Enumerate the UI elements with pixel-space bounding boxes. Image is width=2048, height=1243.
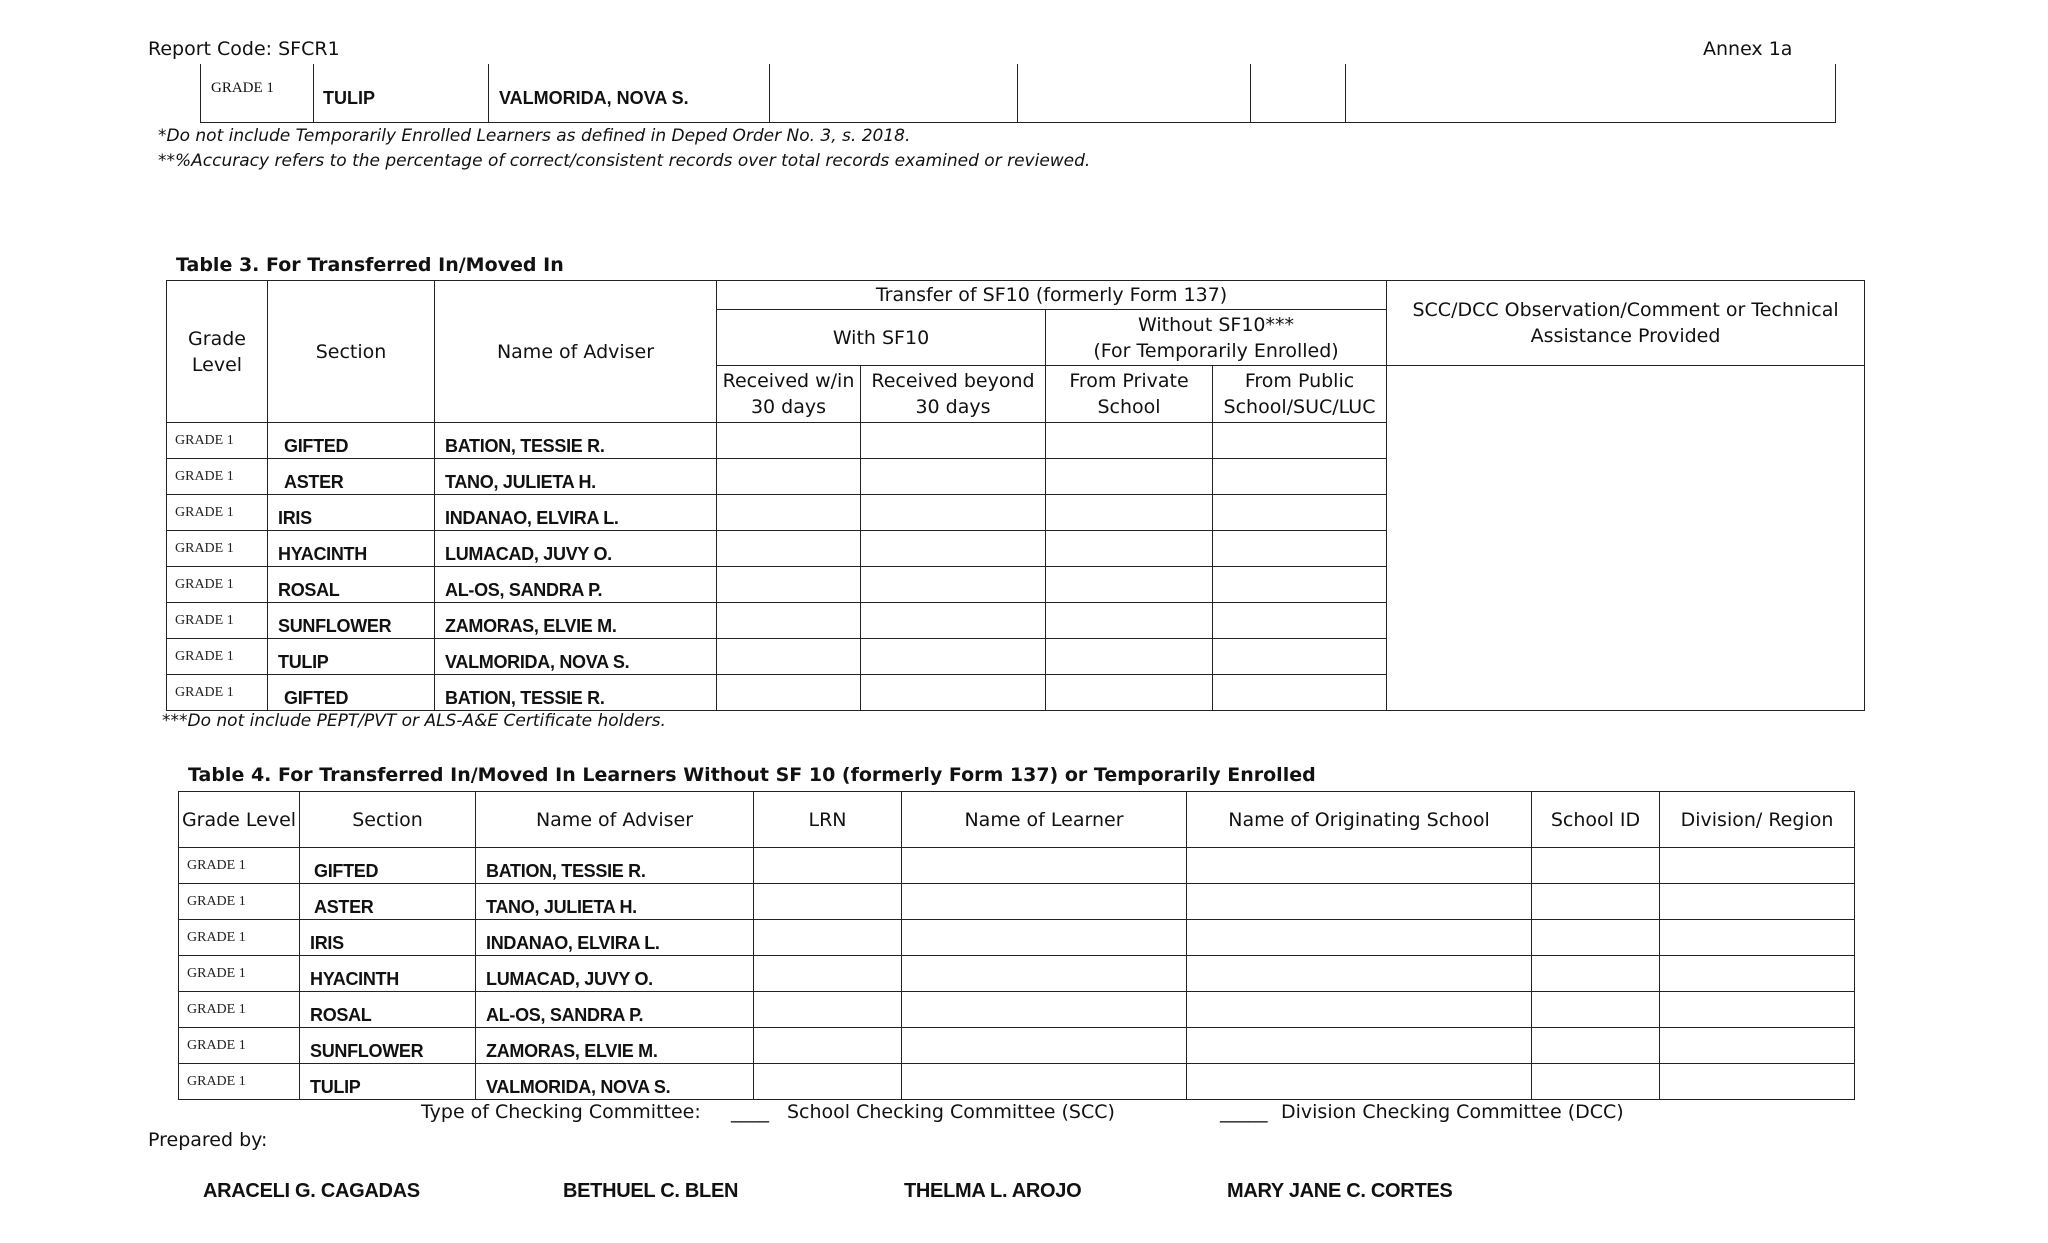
committee-blank-dcc[interactable]: _____ bbox=[1220, 1101, 1268, 1123]
adviser-cell: LUMACAD, JUVY O. bbox=[435, 531, 717, 567]
committee-scc: School Checking Committee (SCC) bbox=[787, 1101, 1115, 1123]
empty-cell bbox=[1046, 567, 1213, 603]
t4-header-adviser: Name of Adviser bbox=[476, 792, 754, 848]
grade-cell: GRADE 1 bbox=[179, 956, 300, 992]
empty-cell bbox=[1187, 848, 1532, 884]
grade-cell: GRADE 1 bbox=[167, 495, 268, 531]
adviser-cell: ZAMORAS, ELVIE M. bbox=[476, 1028, 754, 1064]
section-cell: GIFTED bbox=[300, 848, 476, 884]
report-code: Report Code: SFCR1 bbox=[148, 38, 340, 60]
t3-header-public: From Public School/SUC/LUC bbox=[1213, 366, 1387, 423]
empty-cell bbox=[1187, 884, 1532, 920]
empty-cell bbox=[1532, 956, 1660, 992]
committee-blank-scc[interactable]: ____ bbox=[731, 1101, 769, 1123]
grade-cell: GRADE 1 bbox=[167, 459, 268, 495]
adviser-cell: AL-OS, SANDRA P. bbox=[476, 992, 754, 1028]
grade-cell: GRADE 1 bbox=[179, 1064, 300, 1100]
grade-cell: GRADE 1 bbox=[167, 603, 268, 639]
t3-header-transfer: Transfer of SF10 (formerly Form 137) bbox=[717, 281, 1387, 310]
adviser-cell: LUMACAD, JUVY O. bbox=[476, 956, 754, 992]
t4-header-lrn: LRN bbox=[754, 792, 902, 848]
t4-header-division: Division/ Region bbox=[1660, 792, 1855, 848]
empty-cell bbox=[1660, 848, 1855, 884]
empty-cell bbox=[717, 603, 861, 639]
empty-cell bbox=[1660, 1028, 1855, 1064]
empty-cell bbox=[1532, 884, 1660, 920]
empty-cell bbox=[754, 992, 902, 1028]
table-row bbox=[179, 848, 1855, 884]
top-adviser: VALMORIDA, NOVA S. bbox=[499, 88, 689, 108]
adviser-cell: VALMORIDA, NOVA S. bbox=[476, 1064, 754, 1100]
empty-cell bbox=[861, 675, 1046, 711]
top-row-fragment bbox=[200, 64, 1836, 123]
table-row bbox=[179, 992, 1855, 1028]
grade-cell: GRADE 1 bbox=[179, 884, 300, 920]
footnote-3: ***Do not include PEPT/PVT or ALS-A&E Certificate holders. bbox=[162, 711, 666, 731]
empty-cell bbox=[1660, 920, 1855, 956]
committee-dcc: Division Checking Committee (DCC) bbox=[1281, 1101, 1624, 1123]
section-cell: GIFTED bbox=[268, 675, 435, 711]
empty-cell bbox=[1046, 459, 1213, 495]
adviser-cell: BATION, TESSIE R. bbox=[435, 675, 717, 711]
section-cell: IRIS bbox=[268, 495, 435, 531]
grade-cell: GRADE 1 bbox=[167, 675, 268, 711]
empty-cell bbox=[861, 603, 1046, 639]
empty-cell bbox=[861, 531, 1046, 567]
empty-cell bbox=[1213, 639, 1387, 675]
section-cell: ROSAL bbox=[268, 567, 435, 603]
adviser-cell: BATION, TESSIE R. bbox=[435, 423, 717, 459]
empty-cell bbox=[1187, 1028, 1532, 1064]
t3-header-with: With SF10 bbox=[717, 310, 1046, 366]
t3-header-recv30: Received w/in 30 days bbox=[717, 366, 861, 423]
t3-header-recvbeyond: Received beyond 30 days bbox=[861, 366, 1046, 423]
empty-cell bbox=[1046, 639, 1213, 675]
empty-cell bbox=[1187, 956, 1532, 992]
section-cell: GIFTED bbox=[268, 423, 435, 459]
empty-cell bbox=[1187, 1064, 1532, 1100]
annex-label: Annex 1a bbox=[1703, 38, 1793, 60]
empty-cell bbox=[902, 1064, 1187, 1100]
footnote-1: *Do not include Temporarily Enrolled Learners as defined in Deped Order No. 3, s. 2018. bbox=[158, 126, 911, 146]
section-cell: ASTER bbox=[268, 459, 435, 495]
empty-cell bbox=[861, 495, 1046, 531]
empty-cell bbox=[1532, 848, 1660, 884]
empty-cell bbox=[1213, 675, 1387, 711]
section-cell: HYACINTH bbox=[300, 956, 476, 992]
empty-cell bbox=[861, 423, 1046, 459]
signatory-name: THELMA L. AROJO bbox=[904, 1180, 1082, 1202]
adviser-cell: BATION, TESSIE R. bbox=[476, 848, 754, 884]
table-row bbox=[179, 920, 1855, 956]
empty-cell bbox=[902, 1028, 1187, 1064]
empty-cell bbox=[1046, 675, 1213, 711]
grade-cell: GRADE 1 bbox=[167, 423, 268, 459]
committee-label: Type of Checking Committee: bbox=[421, 1101, 701, 1123]
section-cell: IRIS bbox=[300, 920, 476, 956]
empty-cell bbox=[1213, 459, 1387, 495]
empty-cell bbox=[1532, 920, 1660, 956]
signatory-name: ARACELI G. CAGADAS bbox=[203, 1180, 420, 1202]
t4-header-section: Section bbox=[300, 792, 476, 848]
empty-cell bbox=[1532, 1028, 1660, 1064]
empty-cell bbox=[1660, 884, 1855, 920]
empty-cell bbox=[754, 920, 902, 956]
t3-header-private: From Private School bbox=[1046, 366, 1213, 423]
section-cell: TULIP bbox=[300, 1064, 476, 1100]
empty-cell bbox=[717, 639, 861, 675]
empty-cell bbox=[1046, 531, 1213, 567]
empty-cell bbox=[902, 884, 1187, 920]
table-row bbox=[179, 1064, 1855, 1100]
t3-header-without-main: Without SF10*** bbox=[1138, 313, 1294, 336]
empty-cell bbox=[1046, 495, 1213, 531]
empty-cell bbox=[1213, 531, 1387, 567]
top-section: TULIP bbox=[323, 88, 375, 108]
empty-cell bbox=[717, 495, 861, 531]
t4-header-schoolid: School ID bbox=[1532, 792, 1660, 848]
section-cell: TULIP bbox=[268, 639, 435, 675]
empty-cell bbox=[902, 848, 1187, 884]
grade-cell: GRADE 1 bbox=[179, 992, 300, 1028]
table-row bbox=[179, 956, 1855, 992]
t3-header-section: Section bbox=[268, 281, 435, 423]
section-cell: HYACINTH bbox=[268, 531, 435, 567]
empty-cell bbox=[717, 459, 861, 495]
empty-cell bbox=[754, 1064, 902, 1100]
empty-cell bbox=[717, 423, 861, 459]
adviser-cell: TANO, JULIETA H. bbox=[435, 459, 717, 495]
adviser-cell: AL-OS, SANDRA P. bbox=[435, 567, 717, 603]
table4-title: Table 4. For Transferred In/Moved In Learners Without SF 10 (formerly Form 137) or Temporarily Enrolled bbox=[188, 764, 1316, 786]
grade-cell: GRADE 1 bbox=[179, 1028, 300, 1064]
grade-cell: GRADE 1 bbox=[179, 848, 300, 884]
empty-cell bbox=[1187, 992, 1532, 1028]
table-row bbox=[179, 1028, 1855, 1064]
empty-cell bbox=[1660, 992, 1855, 1028]
empty-cell bbox=[1660, 1064, 1855, 1100]
t3-header-without bbox=[1046, 310, 1387, 366]
table3 bbox=[166, 280, 1865, 711]
t4-header-grade: Grade Level bbox=[179, 792, 300, 848]
adviser-cell: INDANAO, ELVIRA L. bbox=[476, 920, 754, 956]
top-grade: GRADE 1 bbox=[211, 80, 274, 96]
grade-cell: GRADE 1 bbox=[167, 531, 268, 567]
adviser-cell: ZAMORAS, ELVIE M. bbox=[435, 603, 717, 639]
table4 bbox=[178, 791, 1855, 1100]
adviser-cell: TANO, JULIETA H. bbox=[476, 884, 754, 920]
empty-cell bbox=[1187, 920, 1532, 956]
t3-header-adviser: Name of Adviser bbox=[435, 281, 717, 423]
section-cell: ASTER bbox=[300, 884, 476, 920]
empty-cell bbox=[1213, 495, 1387, 531]
t3-header-grade: Grade Level bbox=[167, 281, 268, 423]
empty-cell bbox=[1213, 423, 1387, 459]
empty-cell bbox=[1213, 603, 1387, 639]
t3-header-scc: SCC/DCC Observation/Comment or Technical Assistance Provided bbox=[1387, 281, 1865, 366]
grade-cell: GRADE 1 bbox=[167, 639, 268, 675]
empty-cell bbox=[717, 567, 861, 603]
section-cell: SUNFLOWER bbox=[300, 1028, 476, 1064]
grade-cell: GRADE 1 bbox=[179, 920, 300, 956]
t4-header-learner: Name of Learner bbox=[902, 792, 1187, 848]
t3-scc-comment-cell bbox=[1387, 366, 1865, 711]
footnote-2: **%Accuracy refers to the percentage of correct/consistent records over total records examined or reviewed. bbox=[158, 151, 1091, 171]
empty-cell bbox=[1532, 992, 1660, 1028]
section-cell: SUNFLOWER bbox=[268, 603, 435, 639]
empty-cell bbox=[861, 459, 1046, 495]
grade-cell: GRADE 1 bbox=[167, 567, 268, 603]
empty-cell bbox=[717, 531, 861, 567]
signatory-name: BETHUEL C. BLEN bbox=[563, 1180, 739, 1202]
table-row bbox=[179, 884, 1855, 920]
t3-header-without-sub: (For Temporarily Enrolled) bbox=[1093, 339, 1339, 362]
empty-cell bbox=[1046, 423, 1213, 459]
empty-cell bbox=[861, 567, 1046, 603]
t4-header-origin: Name of Originating School bbox=[1187, 792, 1532, 848]
empty-cell bbox=[902, 920, 1187, 956]
table3-title: Table 3. For Transferred In/Moved In bbox=[176, 254, 564, 276]
prepared-by-label: Prepared by: bbox=[148, 1129, 268, 1151]
adviser-cell: INDANAO, ELVIRA L. bbox=[435, 495, 717, 531]
adviser-cell: VALMORIDA, NOVA S. bbox=[435, 639, 717, 675]
empty-cell bbox=[861, 639, 1046, 675]
empty-cell bbox=[902, 992, 1187, 1028]
section-cell: ROSAL bbox=[300, 992, 476, 1028]
empty-cell bbox=[754, 848, 902, 884]
empty-cell bbox=[1046, 603, 1213, 639]
empty-cell bbox=[754, 884, 902, 920]
empty-cell bbox=[754, 956, 902, 992]
empty-cell bbox=[1660, 956, 1855, 992]
empty-cell bbox=[1213, 567, 1387, 603]
empty-cell bbox=[902, 956, 1187, 992]
signatory-name: MARY JANE C. CORTES bbox=[1227, 1180, 1453, 1202]
empty-cell bbox=[754, 1028, 902, 1064]
empty-cell bbox=[1532, 1064, 1660, 1100]
empty-cell bbox=[717, 675, 861, 711]
